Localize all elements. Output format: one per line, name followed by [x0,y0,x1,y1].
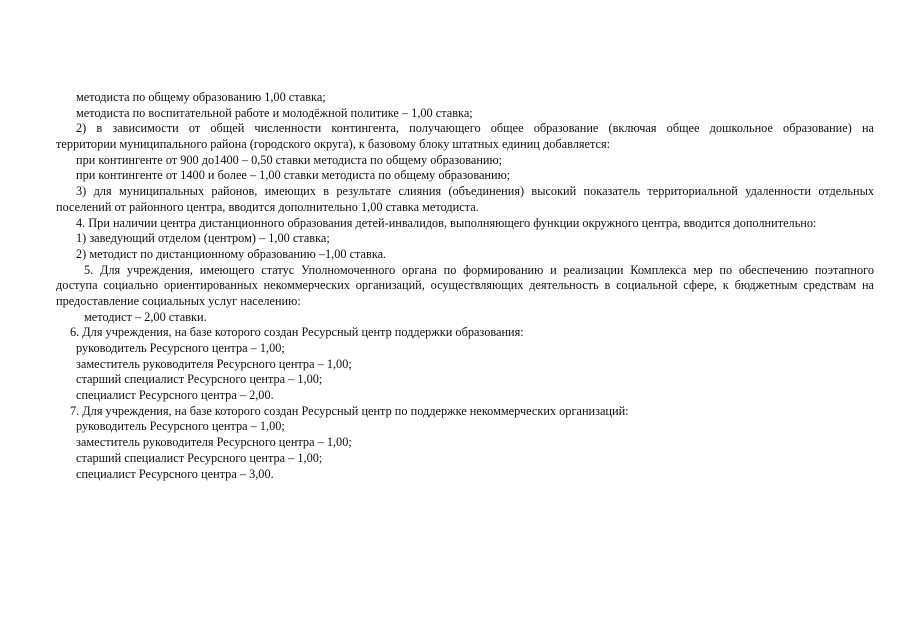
document-line: 2) методист по дистанционному образованию –1,00 ставка. [76,246,387,261]
document-line: при контингенте от 1400 и более – 1,00 ставки методиста по общему образованию; [76,168,511,183]
document-line: старший специалист Ресурсного центра – 1,00; [76,450,323,465]
document-line: методист – 2,00 ставки. [84,309,207,324]
document-line: руководитель Ресурсного центра – 1,00; [76,419,285,434]
document-line: поселений от районного центра, вводится дополнительно 1,00 ставка методиста. [56,199,479,214]
document-body [56,90,874,482]
document-line: заместитель руководителя Ресурсного центра – 1,00; [76,356,352,371]
document-line: предоставление социальных услуг населению: [56,293,301,308]
document-line: специалист Ресурсного центра – 3,00. [76,466,274,481]
document-line: 5. Для учреждения, имеющего статус Уполномоченного органа по формированию и реализации Комплекса мер по обеспечению поэтапного [84,262,874,277]
document-line: 6. Для учреждения, на базе которого создан Ресурсный центр поддержки образования: [70,325,524,340]
document-line: 1) заведующий отделом (центром) – 1,00 ставка; [76,231,330,246]
document-line: старший специалист Ресурсного центра – 1,00; [76,372,323,387]
document-line: при контингенте от 900 до1400 – 0,50 ставки методиста по общему образованию; [76,152,503,167]
document-line: территории муниципального района (городского округа), к базовому блоку штатных единиц добавляется: [56,137,611,152]
document-line: заместитель руководителя Ресурсного центра – 1,00; [76,435,352,450]
document-line: 3) для муниципальных районов, имеющих в результате слияния (объединения) высокий показатель территориальной удаленности отдельных [76,184,874,199]
document-line: методиста по воспитательной работе и молодёжной политике – 1,00 ставка; [76,105,473,120]
document-line: 2) в зависимости от общей численности контингента, получающего общее образование (включая общее дошкольное образование) на [76,121,874,136]
document-line: 7. Для учреждения, на базе которого создан Ресурсный центр по поддержке некоммерческих организаций: [70,403,629,418]
document-line: доступа социально ориентированных некоммерческих организаций, осуществляющих деятельность в социальной сфере, к бюджетным средствам на [56,278,874,293]
document-line: 4. При наличии центра дистанционного образования детей-инвалидов, выполняющего функции окружного центра, вводится дополнительно: [76,215,817,230]
document-line: методиста по общему образованию 1,00 ставка; [76,90,326,104]
document-line: специалист Ресурсного центра – 2,00. [76,388,274,403]
document-line: руководитель Ресурсного центра – 1,00; [76,341,285,355]
